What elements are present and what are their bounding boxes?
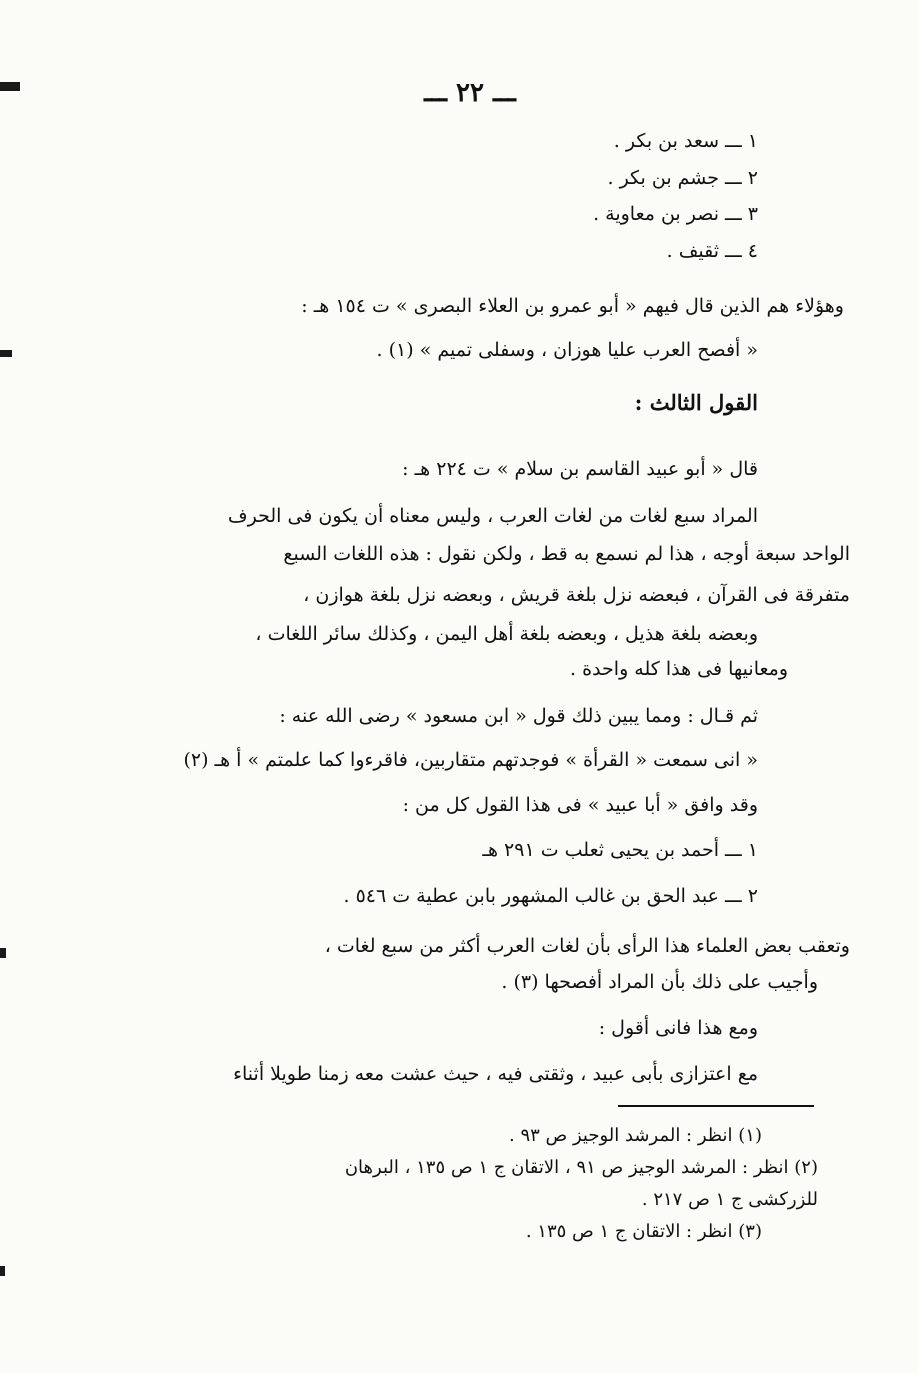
list-item-agreed-2: ٢ ـــ عبد الحق بن غالب المشهور بابن عطية ت ٥٤٦ .	[343, 885, 758, 907]
footnote-2-line-1: (٢) انظر : المرشد الوجيز ص ٩١ ، الاتقان ج ١ ص ١٣٥ ، البرهان	[344, 1157, 818, 1178]
paragraph-agreed-intro: وقد وافق « أبا عبيد » فى هذا القول كل من :	[402, 794, 758, 816]
footnote-separator	[618, 1105, 814, 1107]
list-item-tribe-2: ٢ ـــ جشم بن بكر .	[607, 167, 758, 189]
paragraph-abu-amr-line-2: « أفصح العرب عليا هوزان ، وسفلى تميم » (١) .	[376, 339, 758, 361]
list-item-tribe-4: ٤ ـــ ثقيف .	[666, 240, 758, 262]
paragraph-qasim-line-3: متفرقة فى القرآن ، فبعضه نزل بلغة قريش ، وبعضه نزل بلغة هوازن ،	[303, 584, 850, 606]
paragraph-qasim-line-5: ومعانيها فى هذا كله واحدة .	[570, 658, 788, 680]
scan-mark-bottom-left	[0, 1266, 5, 1276]
paragraph-ibn-masud-line-1: ثم قـال : ومما يبين ذلك قول « ابن مسعود » رضى الله عنه :	[279, 705, 758, 727]
paragraph-ibn-masud-line-2: « انى سمعت « القرأة » فوجدتهم متقاربين، فاقرءوا كما علمتم » أ هـ (٢)	[183, 749, 758, 771]
paragraph-author-intro: ومع هذا فانى أقول :	[598, 1017, 758, 1039]
paragraph-qasim-line-2: الواحد سبعة أوجه ، هذا لم نسمع به قط ، ولكن نقول : هذه اللغات السبع	[283, 543, 850, 565]
paragraph-author-line-1: مع اعتزازى بأبى عبيد ، وثقتى فيه ، حيث عشت معه زمنا طويلا أثناء	[233, 1063, 758, 1085]
list-item-agreed-1: ١ ـــ أحمد بن يحيى ثعلب ت ٢٩١ هـ	[482, 839, 758, 861]
paragraph-critique-line-1: وتعقب بعض العلماء هذا الرأى بأن لغات العرب أكثر من سبع لغات ،	[324, 935, 850, 957]
paragraph-abu-amr-line-1: وهؤلاء هم الذين قال فيهم « أبو عمرو بن العلاء البصرى » ت ١٥٤ هـ :	[301, 295, 844, 317]
scan-mark-lower-left	[0, 948, 6, 958]
paragraph-qasim-intro: قال « أبو عبيد القاسم بن سلام » ت ٢٢٤ هـ :	[402, 458, 758, 480]
scan-mark-top-left	[0, 82, 20, 91]
list-item-tribe-1: ١ ـــ سعد بن بكر .	[613, 130, 758, 152]
footnote-2-line-2: للزركشى ج ١ ص ٢١٧ .	[641, 1189, 818, 1210]
paragraph-critique-line-2: وأجيب على ذلك بأن المراد أفصحها (٣) .	[501, 971, 818, 993]
paragraph-qasim-line-1: المراد سبع لغات من لغات العرب ، وليس معناه أن يكون فى الحرف	[227, 505, 758, 527]
footnote-1: (١) انظر : المرشد الوجيز ص ٩٣ .	[508, 1125, 762, 1146]
footnote-3: (٣) انظر : الاتقان ج ١ ص ١٣٥ .	[525, 1221, 762, 1242]
paragraph-qasim-line-4: وبعضه بلغة هذيل ، وبعضه بلغة أهل اليمن ، وكذلك سائر اللغات ،	[255, 623, 758, 645]
section-heading-third-opinion: القول الثالث :	[634, 390, 758, 415]
list-item-tribe-3: ٣ ـــ نصر بن معاوية .	[593, 203, 758, 225]
scan-mark-mid-left	[0, 350, 12, 357]
page-number: ـــ ٢٢ ـــ	[424, 78, 516, 108]
